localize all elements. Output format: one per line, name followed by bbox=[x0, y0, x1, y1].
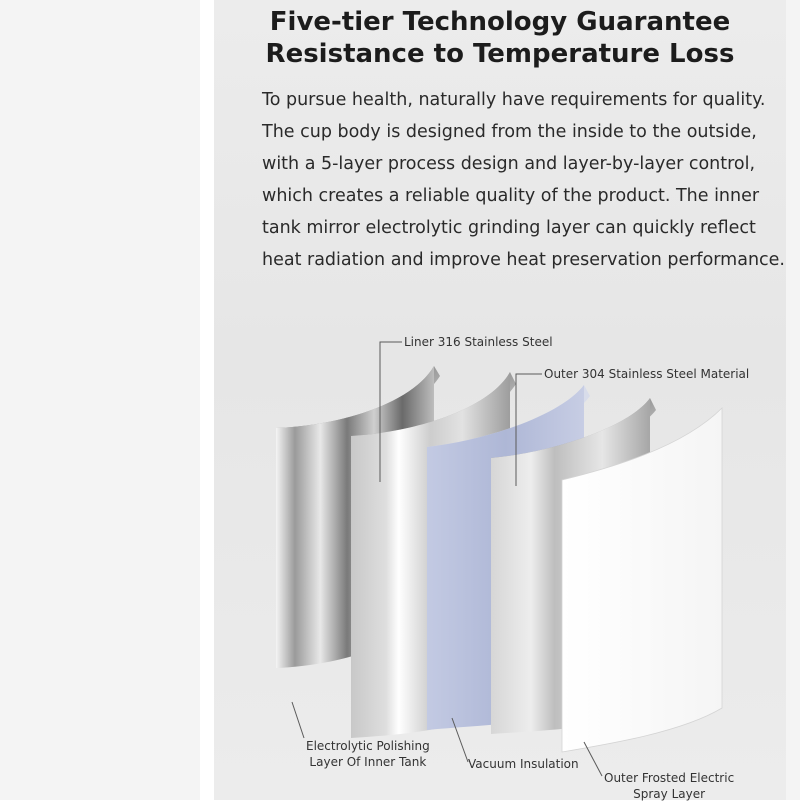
leader-polishing bbox=[292, 702, 304, 738]
leader-spray bbox=[584, 742, 602, 776]
intro-line: The cup body is designed from the inside to the outside, bbox=[262, 122, 757, 142]
heading-line-2: Resistance to Temperature Loss bbox=[265, 39, 735, 69]
label-spray-line-2: Spray Layer bbox=[633, 787, 706, 801]
intro-line: which creates a reliable quality of the product. The inner bbox=[262, 186, 760, 206]
label-vacuum-insulation: Vacuum Insulation bbox=[468, 757, 579, 771]
label-polishing-line-1: Electrolytic Polishing bbox=[306, 739, 430, 753]
heading-line-1: Five-tier Technology Guarantee bbox=[269, 7, 731, 37]
label-electrolytic-polishing bbox=[306, 738, 430, 770]
label-polishing-line-2: Layer Of Inner Tank bbox=[309, 755, 427, 769]
intro-line: tank mirror electrolytic grinding layer can quickly reflect bbox=[262, 218, 756, 238]
intro-line: To pursue health, naturally have requirements for quality. bbox=[262, 90, 766, 110]
intro-line: heat radiation and improve heat preservation performance. bbox=[262, 250, 785, 270]
label-liner-316: Liner 316 Stainless Steel bbox=[404, 335, 553, 349]
label-outer-304: Outer 304 Stainless Steel Material bbox=[544, 367, 750, 381]
label-frosted-spray bbox=[604, 770, 734, 802]
intro-line: with a 5-layer process design and layer-by-layer control, bbox=[262, 154, 756, 174]
label-spray-line-1: Outer Frosted Electric bbox=[604, 771, 735, 785]
